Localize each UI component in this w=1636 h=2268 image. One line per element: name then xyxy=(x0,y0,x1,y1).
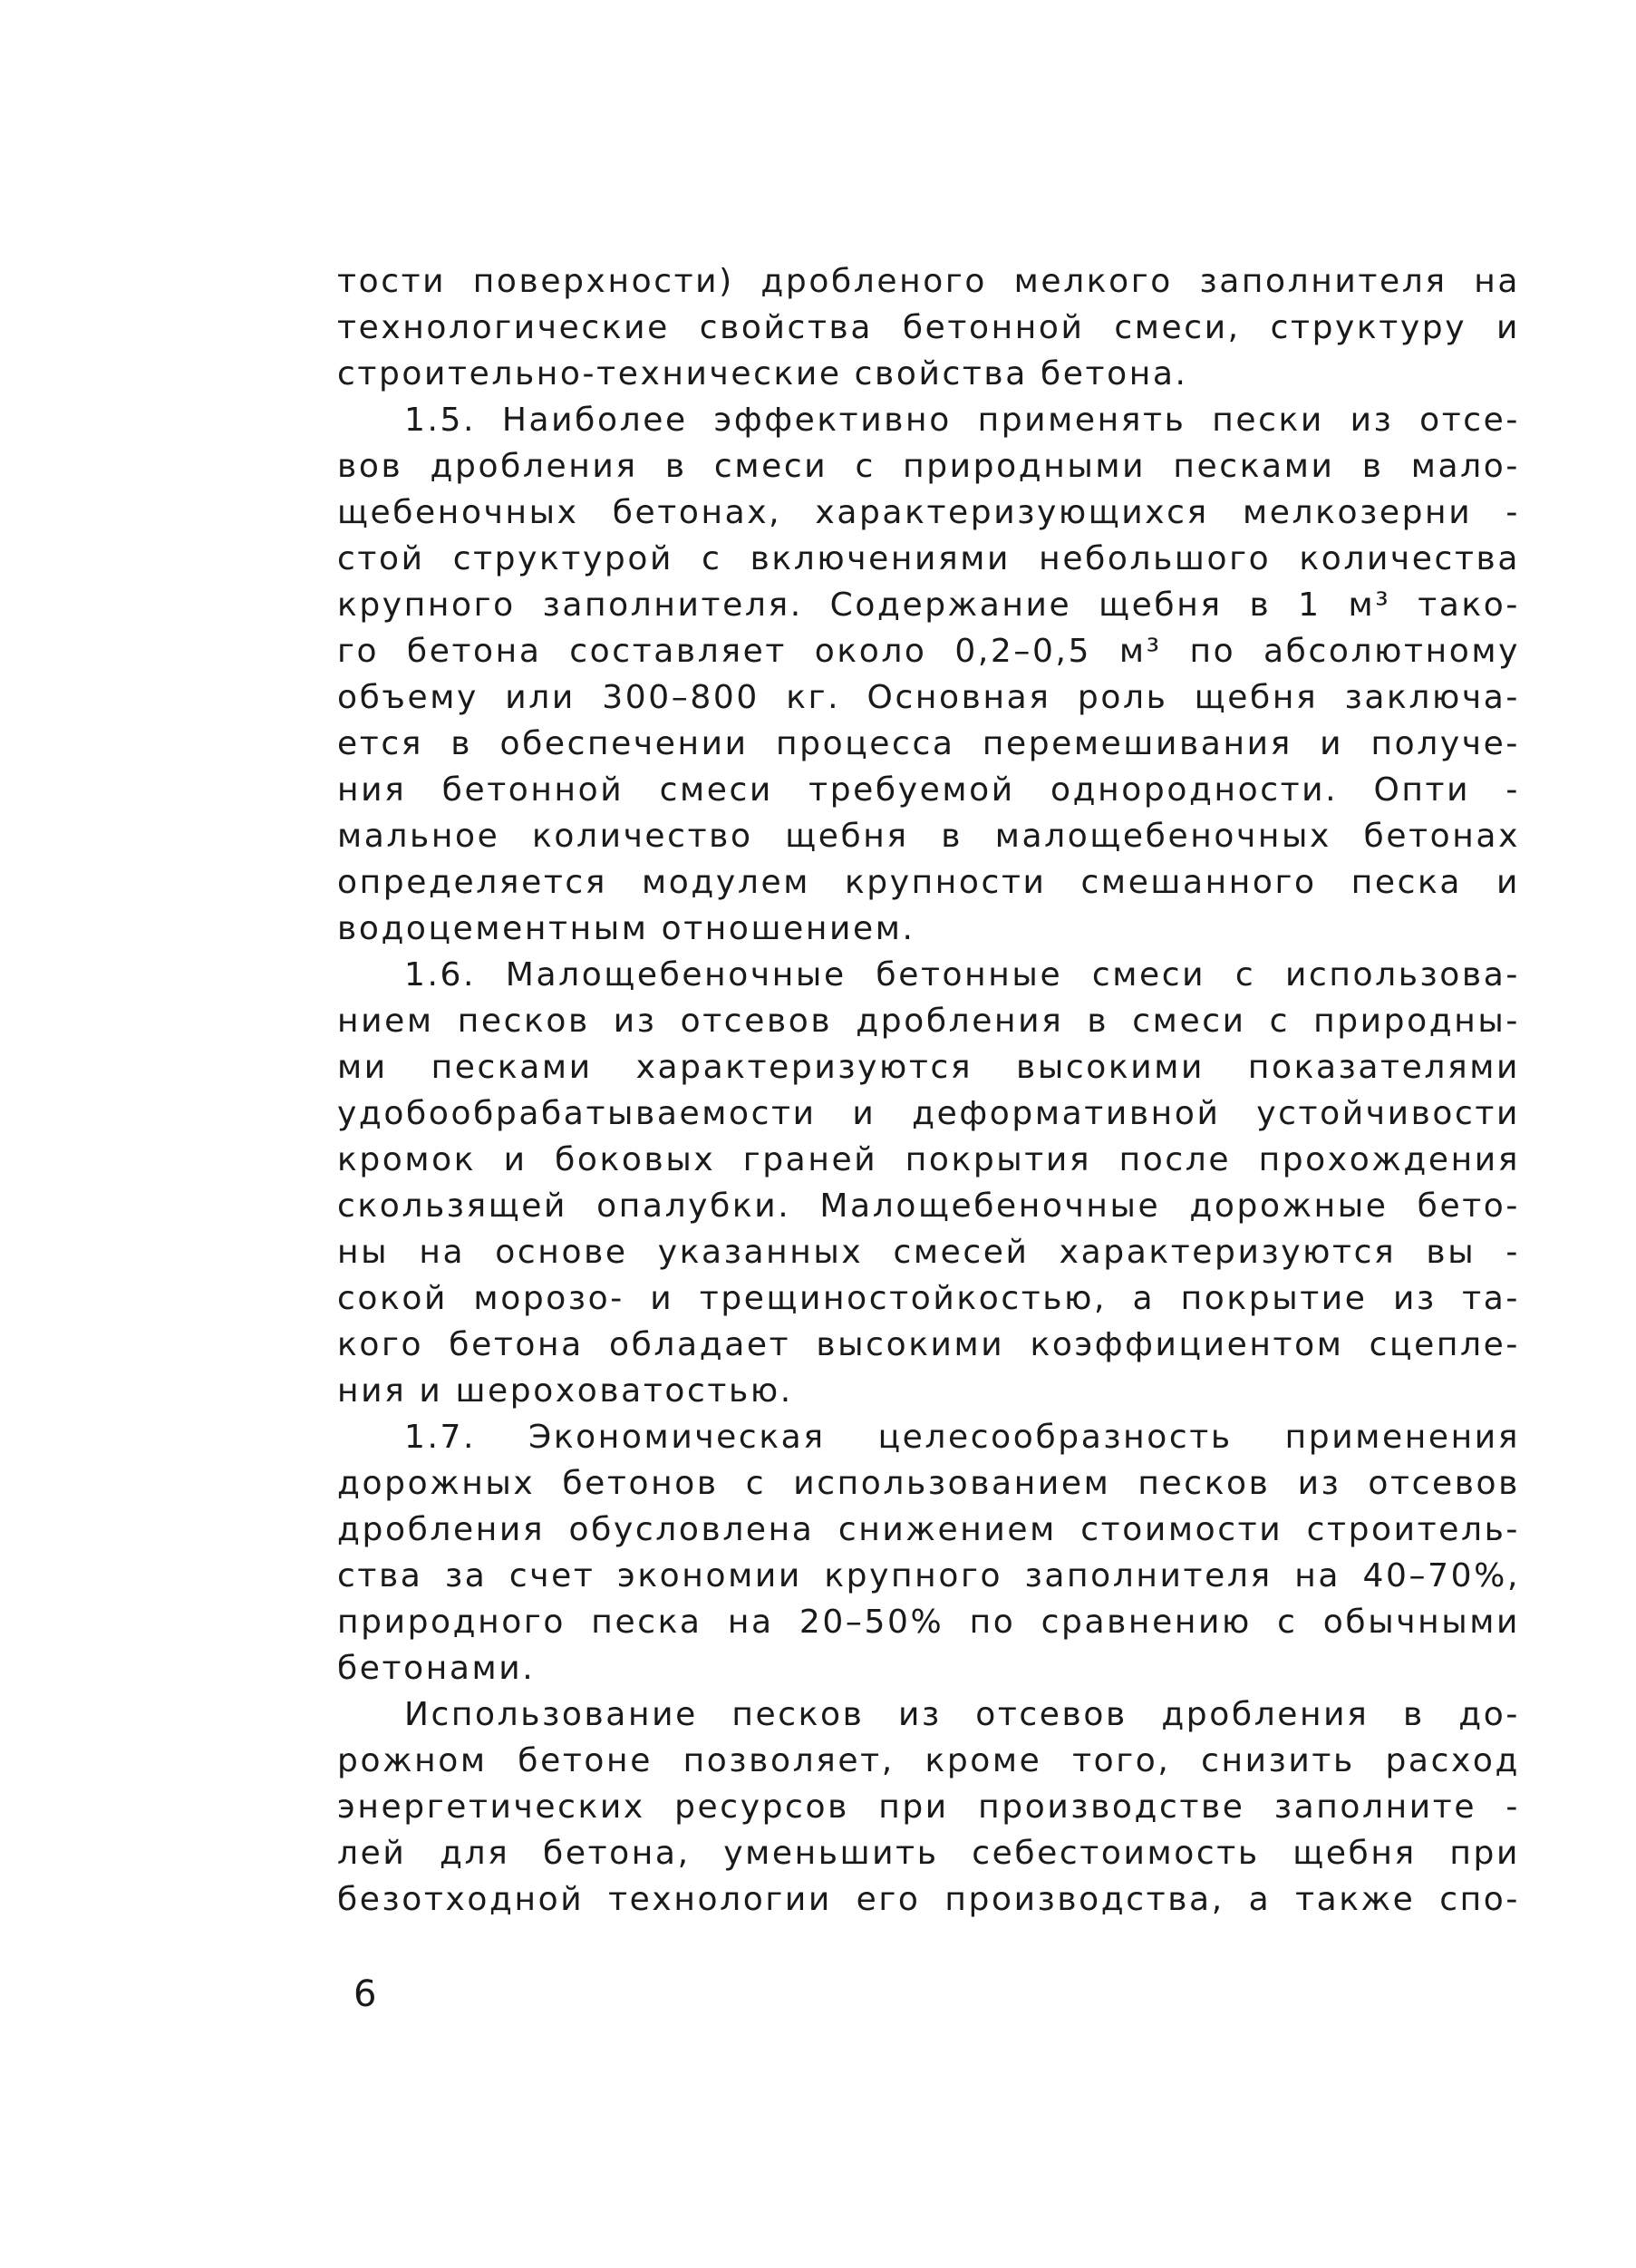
text-line: удобообрабатываемости и деформативной устойчивости xyxy=(337,1095,1520,1132)
text-line: Использование песков из отсевов дробления в до- xyxy=(404,1696,1520,1733)
text-line: крупного заполнителя. Содержание щебня в 1 м³ тако- xyxy=(337,586,1520,624)
body-text xyxy=(337,258,1520,1923)
text-line: мальное количество щебня в малощебеночных бетонах xyxy=(337,818,1520,855)
text-line: кого бетона обладает высокими коэффициентом сцепле- xyxy=(337,1326,1520,1363)
text-line: дорожных бетонов с использованием песков из отсевов xyxy=(337,1465,1520,1502)
text-line: кромок и боковых граней покрытия после прохождения xyxy=(337,1141,1520,1178)
text-line: 1.6. Малощебеночные бетонные смеси с использова- xyxy=(404,956,1520,993)
text-line: объему или 300–800 кг. Основная роль щебня заключа- xyxy=(337,679,1520,716)
text-line: ны на основе указанных смесей характеризуются вы - xyxy=(337,1234,1520,1271)
page-number: 6 xyxy=(353,1973,378,2015)
text-line: скользящей опалубки. Малощебеночные дорожные бето- xyxy=(337,1187,1520,1225)
text-line: нием песков из отсевов дробления в смеси с природны- xyxy=(337,1003,1520,1040)
text-line: го бетона составляет около 0,2–0,5 м³ по абсолютному xyxy=(337,633,1520,670)
text-line: водоцементным отношением. xyxy=(337,910,915,947)
text-line: щебеночных бетонах, характеризующихся мелкозерни - xyxy=(337,494,1520,531)
text-line: определяется модулем крупности смешанного песка и xyxy=(337,864,1520,901)
text-line: технологические свойства бетонной смеси, структуру и xyxy=(337,309,1520,346)
text-line: ется в обеспечении процесса перемешивания и получе- xyxy=(337,725,1520,762)
text-line: строительно-технические свойства бетона. xyxy=(337,355,1188,393)
text-line: ми песками характеризуются высокими показателями xyxy=(337,1049,1520,1086)
text-line: безотходной технологии его производства, а также спо- xyxy=(337,1881,1520,1918)
text-line: ния бетонной смеси требуемой однородности. Опти - xyxy=(337,771,1520,809)
text-line: ства за счет экономии крупного заполнителя на 40–70%, xyxy=(337,1557,1520,1594)
text-line: вов дробления в смеси с природными песками в мало- xyxy=(337,448,1520,485)
text-line: бетонами. xyxy=(337,1650,536,1687)
text-line: тости поверхности) дробленого мелкого заполнителя на xyxy=(337,263,1520,300)
text-line: 1.7. Экономическая целесообразность применения xyxy=(404,1419,1520,1456)
text-line: дробления обусловлена снижением стоимости строитель- xyxy=(337,1511,1520,1548)
text-line: лей для бетона, уменьшить себестоимость щебня при xyxy=(337,1835,1520,1872)
text-line: сокой морозо- и трещиностойкостью, а покрытие из та- xyxy=(337,1280,1520,1317)
text-line: ния и шероховатостью. xyxy=(337,1372,793,1410)
text-line: рожном бетоне позволяет, кроме того, снизить расход xyxy=(337,1742,1520,1779)
text-line: 1.5. Наиболее эффективно применять пески из отсе- xyxy=(404,402,1520,439)
text-line: природного песка на 20–50% по сравнению с обычными xyxy=(337,1604,1520,1641)
text-line: стой структурой с включениями небольшого количества xyxy=(337,540,1520,577)
text-line: энергетических ресурсов при производстве заполните - xyxy=(337,1788,1520,1826)
